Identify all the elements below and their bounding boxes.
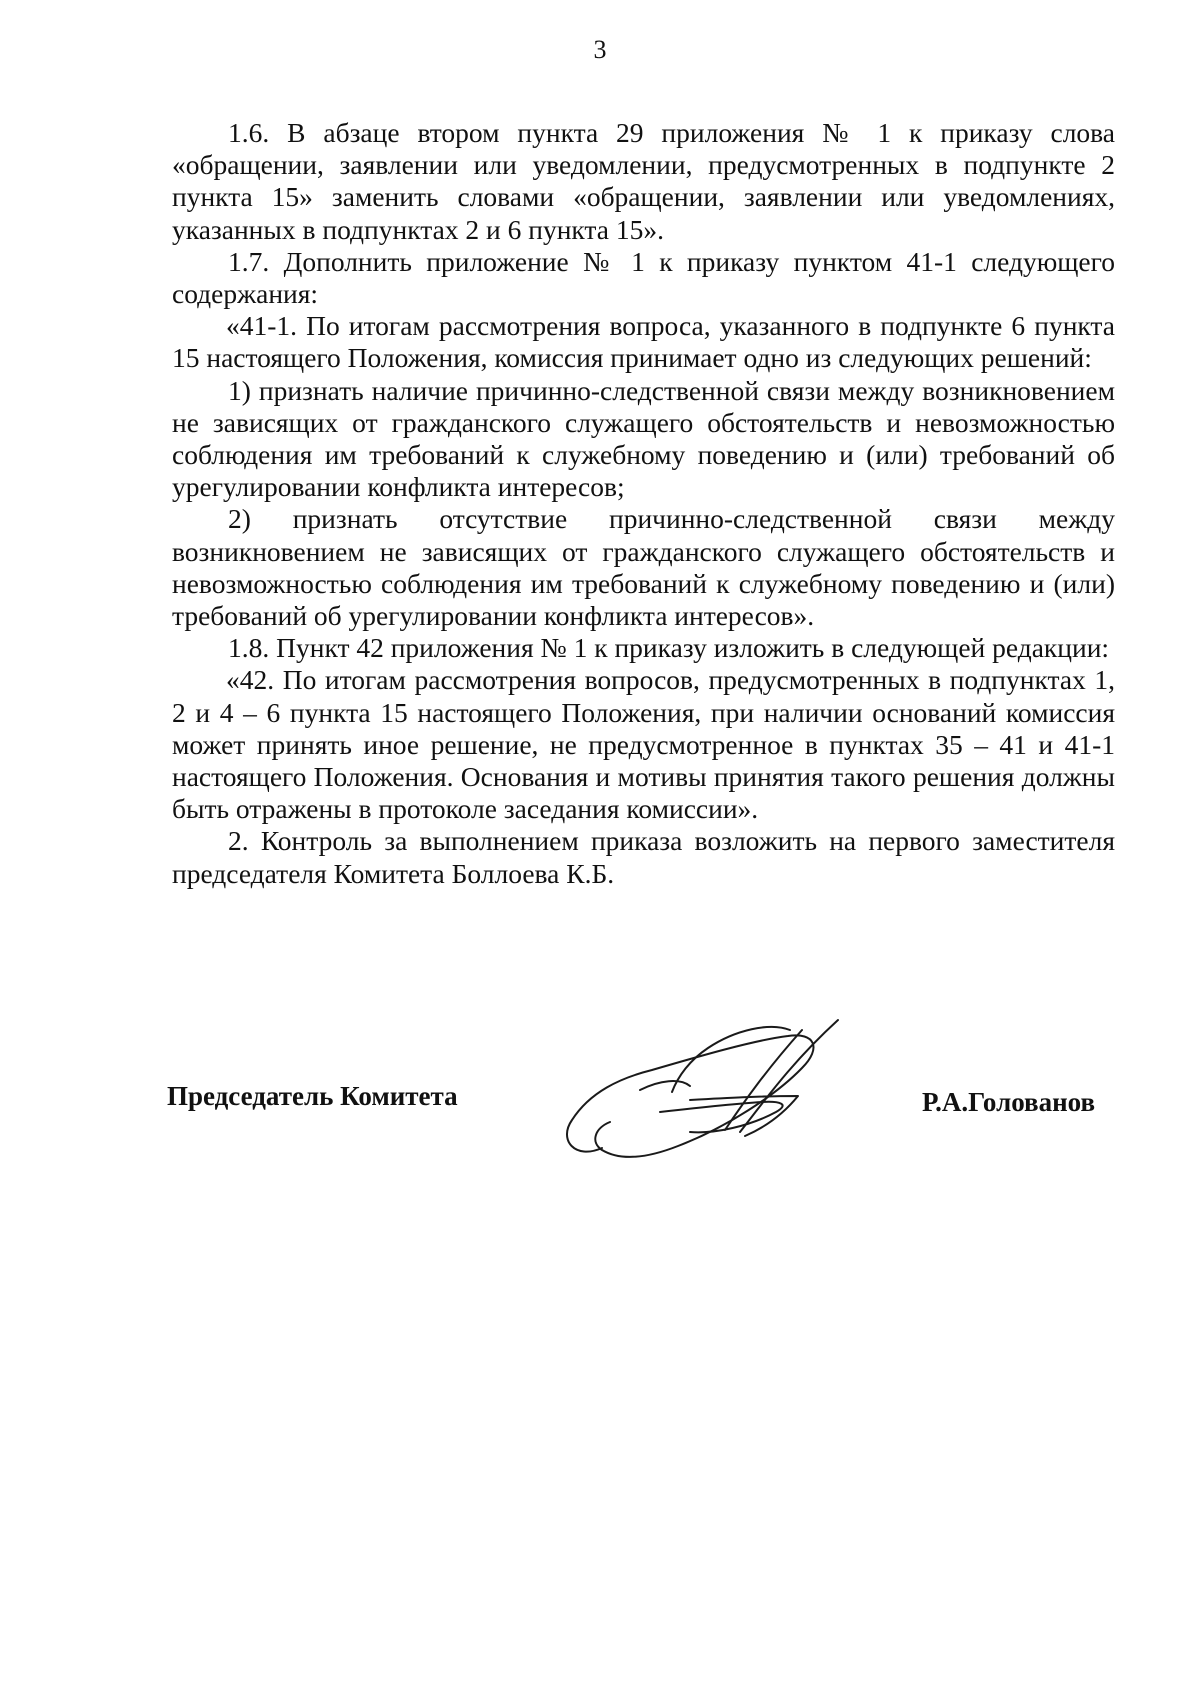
- signer-title: Председатель Комитета: [167, 1081, 458, 1111]
- paragraph-41-1-item-1: 1) признать наличие причинно-следственной связи между возникновением не зависящих от гражданского служащего обстоятельств и невозможностью соблюдения им требований к служебному поведению и (или) требований об урегулировании конфликта интересов;: [172, 374, 1115, 503]
- paragraph-41-1: «41-1. По итогам рассмотрения вопроса, указанного в подпункте 6 пункта 15 настоящего Положения, комиссия принимает одно из следующих решений:: [172, 310, 1115, 374]
- signature-block: [0, 1000, 1200, 1180]
- page-number: 3: [593, 35, 607, 64]
- signer-name: Р.А.Голованов: [922, 1087, 1096, 1117]
- paragraph-2: 2. Контроль за выполнением приказа возложить на первого заместителя председателя Комитета Боллоева К.Б.: [172, 825, 1115, 889]
- paragraph-1-8: 1.8. Пункт 42 приложения № 1 к приказу изложить в следующей редакции:: [228, 632, 1110, 664]
- paragraph-1-7: 1.7. Дополнить приложение № 1 к приказу пунктом 41-1 следующего содержания:: [172, 245, 1115, 310]
- paragraph-1-6: 1.6. В абзаце втором пункта 29 приложения № 1 к приказу слова «обращении, заявлении или уведомлении, предусмотренных в подпункте 2 пункта 15» заменить словами «обращении, заявлении или уведомлениях, указанных в подпунктах 2 и 6 пункта 15».: [172, 117, 1115, 245]
- document-body: [172, 117, 1115, 890]
- paragraph-41-1-item-2: 2) признать отсутствие причинно-следственной связи между возникновением не зависящих от гражданского служащего обстоятельств и невозможностью соблюдения им требований к служебному поведению и (или) требований об урегулировании конфликта интересов».: [172, 503, 1115, 632]
- handwritten-signature: [540, 1000, 860, 1180]
- paragraph-42: «42. По итогам рассмотрения вопросов, предусмотренных в подпунктах 1, 2 и 4 – 6 пункта 15 настоящего Положения, при наличии оснований комиссия может принять иное решение, не предусмотренное в пунктах 35 – 41 и 41-1 настоящего Положения. Основания и мотивы принятия такого решения должны быть отражены в протоколе заседания комиссии».: [172, 664, 1115, 825]
